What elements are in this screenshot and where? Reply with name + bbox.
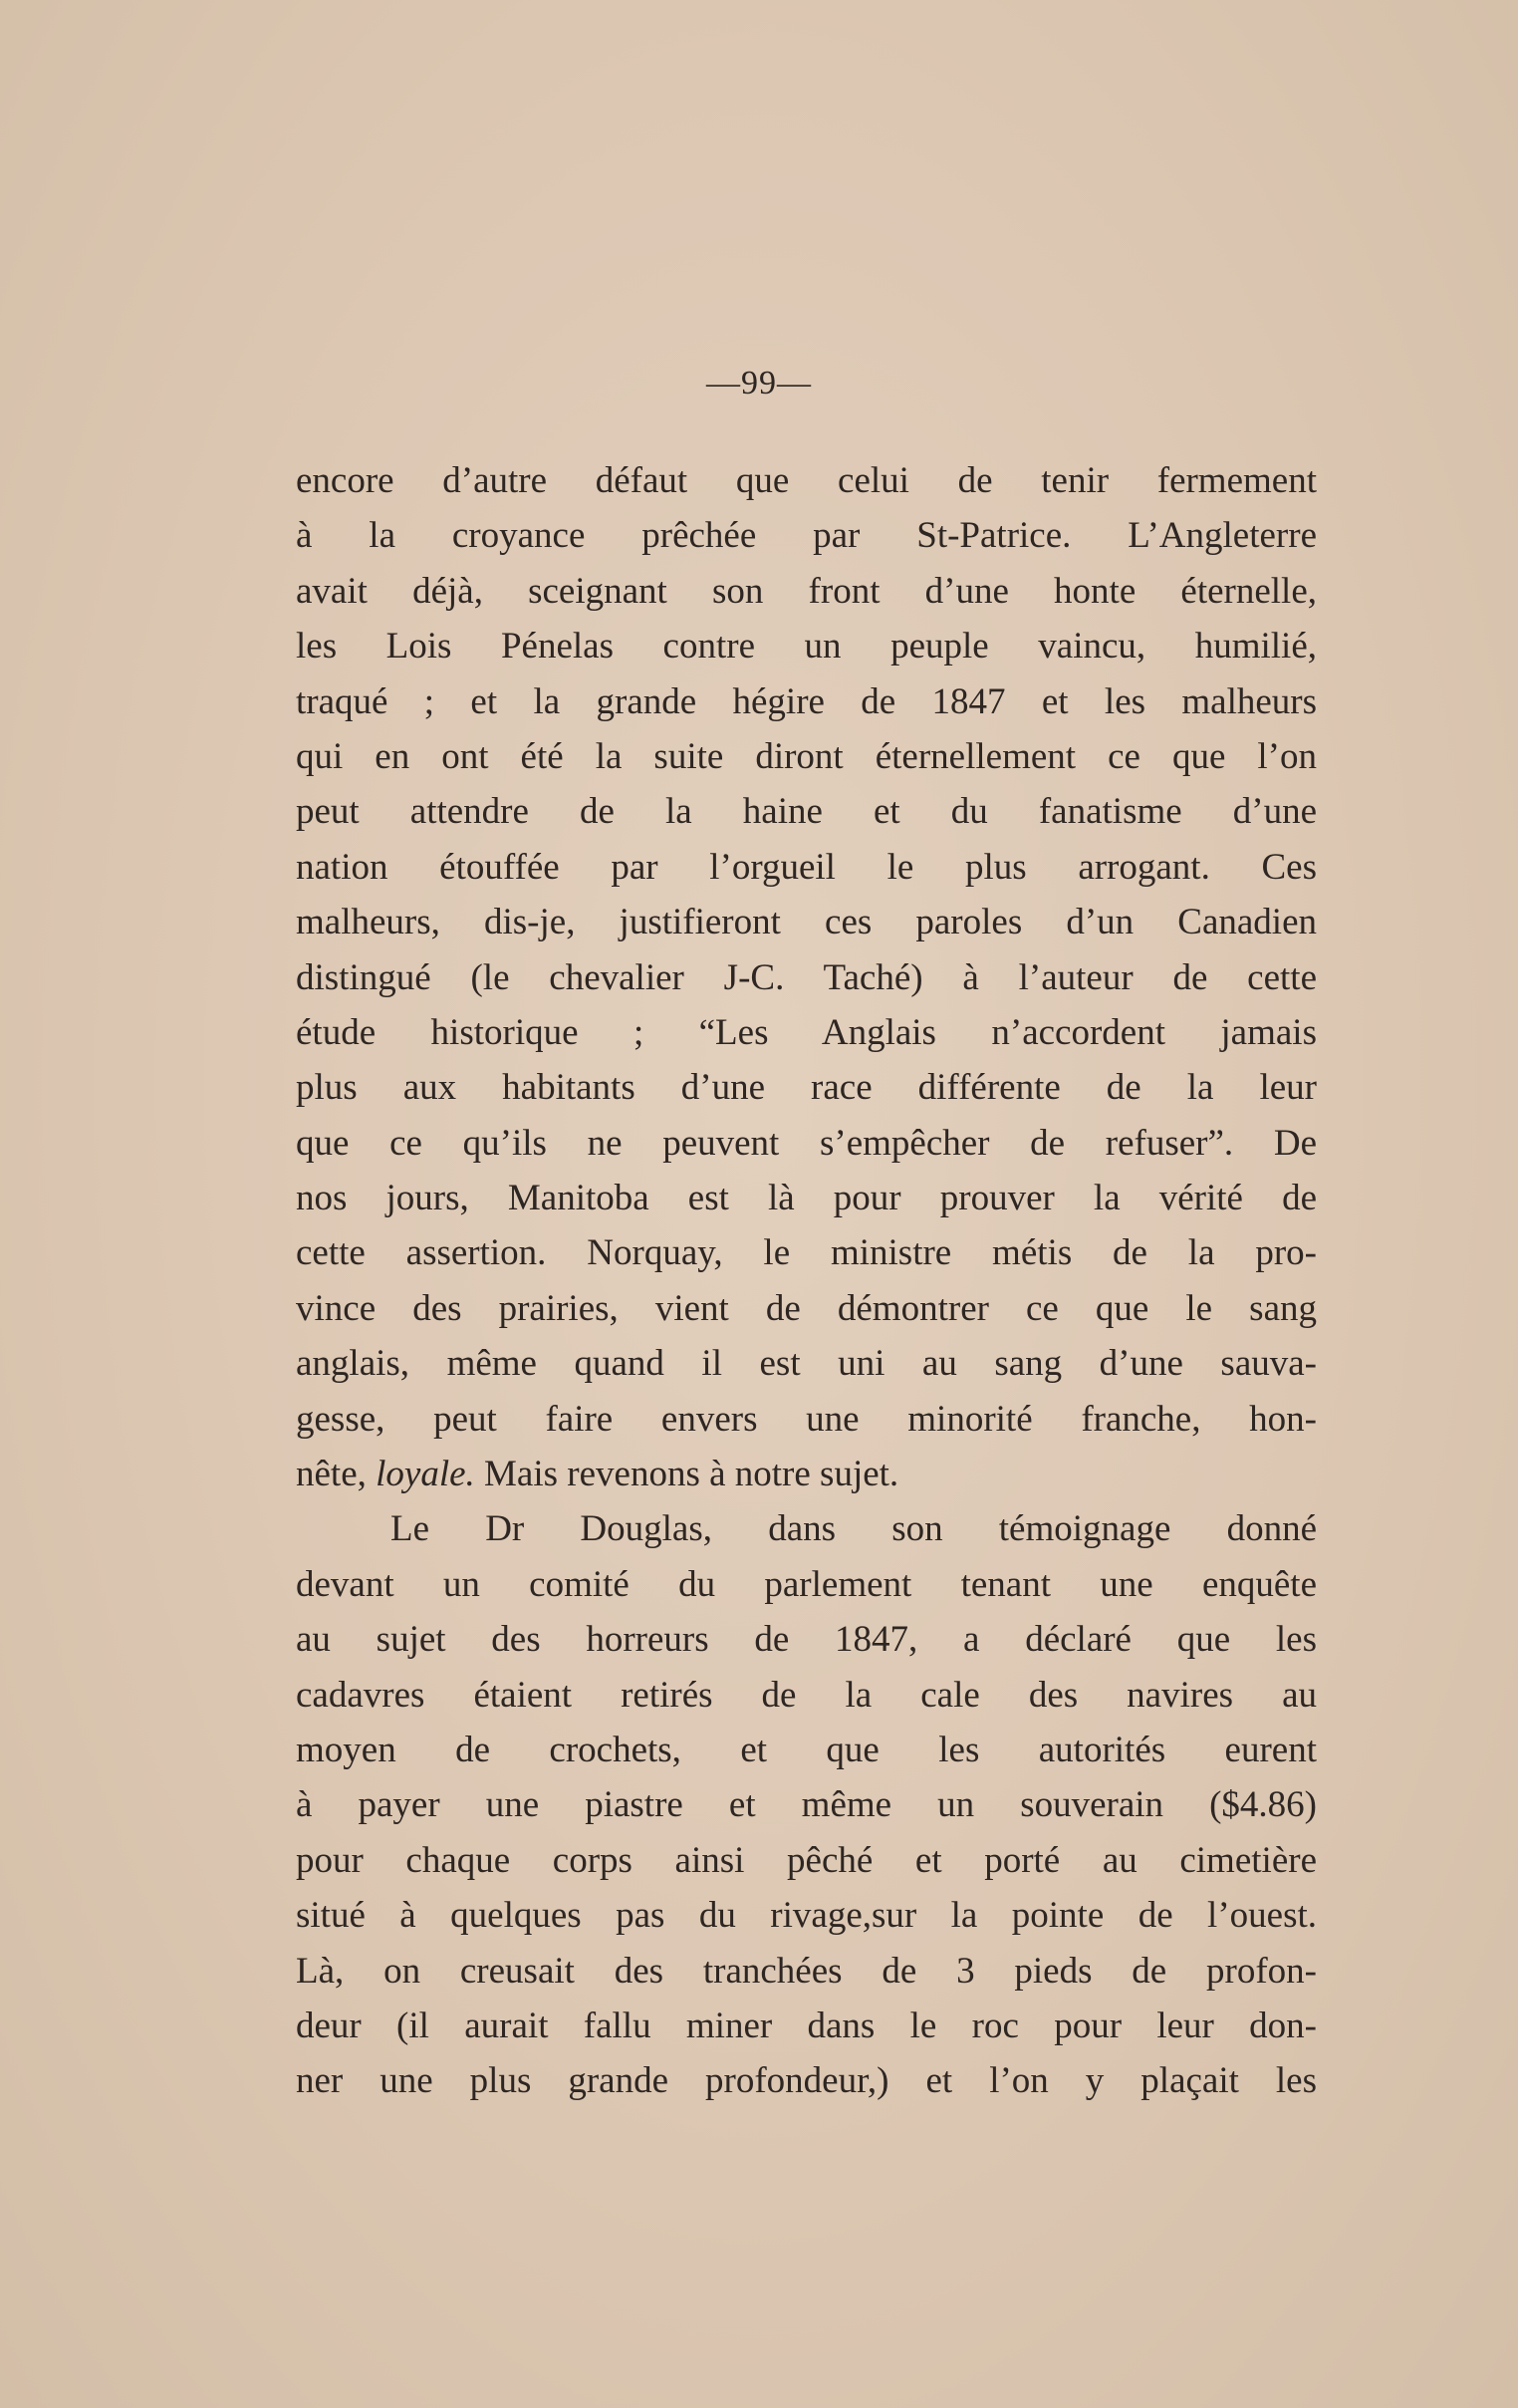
body-text bbox=[296, 453, 1317, 2109]
text-line: que ce qu’ils ne peuvent s’empêcher de refuser”. De bbox=[296, 1122, 1317, 1164]
text-line: gesse, peut faire envers une minorité franche, hon- bbox=[296, 1398, 1317, 1440]
text-line: anglais, même quand il est uni au sang d’une sauva- bbox=[296, 1343, 1317, 1385]
text-line: pour chaque corps ainsi pêché et porté au cimetière bbox=[296, 1839, 1317, 1881]
text-line: Là, on creusait des tranchées de 3 pieds de profon- bbox=[296, 1950, 1317, 1992]
text-line: ner une plus grande profondeur,) et l’on y plaçait les bbox=[296, 2060, 1317, 2102]
paragraph-1 bbox=[296, 453, 1317, 1501]
text-line: les Lois Pénelas contre un peuple vaincu, humilié, bbox=[296, 626, 1317, 668]
text-line: encore d’autre défaut que celui de tenir fermement bbox=[296, 460, 1317, 501]
text-line: cette assertion. Norquay, le ministre métis de la pro- bbox=[296, 1232, 1317, 1274]
text-line-final bbox=[296, 1447, 1317, 1501]
text-line: à payer une piastre et même un souverain ($4.86) bbox=[296, 1784, 1317, 1826]
text-line: qui en ont été la suite diront éternellement ce que l’on bbox=[296, 735, 1317, 777]
text-line: devant un comité du parlement tenant une enquête bbox=[296, 1563, 1317, 1605]
text-line: nation étouffée par l’orgueil le plus arrogant. Ces bbox=[296, 846, 1317, 888]
text-line: moyen de crochets, et que les autorités eurent bbox=[296, 1729, 1317, 1770]
text-line: plus aux habitants d’une race différente de la leur bbox=[296, 1067, 1317, 1109]
text-line: peut attendre de la haine et du fanatisme d’une bbox=[296, 791, 1317, 833]
italic-word: loyale. bbox=[376, 1454, 475, 1495]
page-number: —99— bbox=[706, 365, 812, 401]
paragraph-2 bbox=[296, 1501, 1317, 2108]
text-line: deur (il aurait fallu miner dans le roc pour leur don- bbox=[296, 2005, 1317, 2046]
text-line: malheurs, dis-je, justifieront ces paroles d’un Canadien bbox=[296, 902, 1317, 943]
text-line: à la croyance prêchée par St-Patrice. L’Angleterre bbox=[296, 515, 1317, 557]
text-line: cadavres étaient retirés de la cale des navires au bbox=[296, 1674, 1317, 1716]
text-line: nos jours, Manitoba est là pour prouver la vérité de bbox=[296, 1178, 1317, 1219]
text-fragment: nête, bbox=[296, 1454, 377, 1495]
text-line: Le Dr Douglas, dans son témoignage donné bbox=[390, 1508, 1317, 1550]
text-line: situé à quelques pas du rivage,sur la pointe de l’ouest. bbox=[296, 1895, 1317, 1937]
text-line: au sujet des horreurs de 1847, a déclaré que les bbox=[296, 1619, 1317, 1661]
text-line: vince des prairies, vient de démontrer ce que le sang bbox=[296, 1287, 1317, 1329]
text-line: étude historique ; “Les Anglais n’accordent jamais bbox=[296, 1011, 1317, 1053]
text-fragment: Mais revenons à notre sujet. bbox=[474, 1454, 899, 1495]
text-line: avait déjà, sceignant son front d’une honte éternelle, bbox=[296, 570, 1317, 612]
text-line: distingué (le chevalier J-C. Taché) à l’auteur de cette bbox=[296, 956, 1317, 998]
text-line: traqué ; et la grande hégire de 1847 et les malheurs bbox=[296, 680, 1317, 722]
